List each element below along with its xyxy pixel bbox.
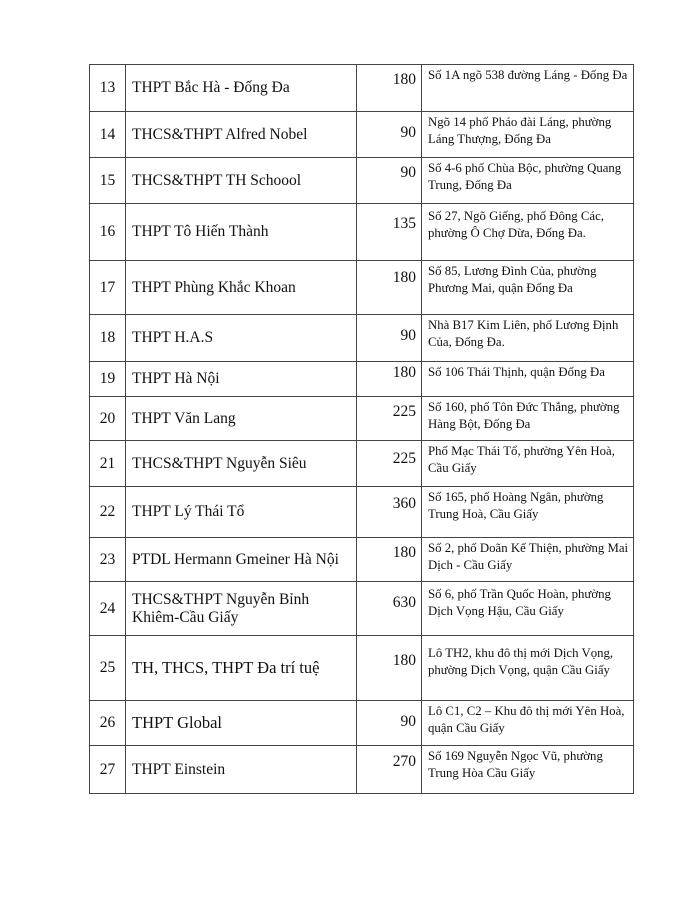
table-row (90, 112, 634, 158)
school-name: THPT Văn Lang (126, 397, 357, 441)
school-address: Số 27, Ngõ Giếng, phố Đông Các, phường Ô Chợ Dừa, Đống Đa. (422, 204, 634, 261)
quota-value: 225 (357, 441, 422, 487)
school-address: Số 6, phố Trần Quốc Hoàn, phường Dịch Vọng Hậu, Cầu Giấy (422, 582, 634, 636)
school-name: THPT Einstein (126, 746, 357, 794)
school-name: THCS&THPT TH Schoool (126, 158, 357, 204)
table-row (90, 746, 634, 794)
table-row (90, 204, 634, 261)
school-name: THCS&THPT Nguyễn Siêu (126, 441, 357, 487)
row-number: 15 (90, 158, 126, 204)
quota-value: 135 (357, 204, 422, 261)
table-row (90, 261, 634, 315)
row-number: 18 (90, 315, 126, 362)
school-name: PTDL Hermann Gmeiner Hà Nội (126, 538, 357, 582)
quota-value: 630 (357, 582, 422, 636)
quota-value: 225 (357, 397, 422, 441)
school-address: Phố Mạc Thái Tổ, phường Yên Hoà, Cầu Giấy (422, 441, 634, 487)
table-row (90, 636, 634, 701)
row-number: 16 (90, 204, 126, 261)
quota-value: 180 (357, 65, 422, 112)
table-row (90, 441, 634, 487)
school-address: Nhà B17 Kim Liên, phố Lương Định Của, Đống Đa. (422, 315, 634, 362)
school-address: Lô C1, C2 – Khu đô thị mới Yên Hoà, quận Cầu Giấy (422, 701, 634, 746)
row-number: 17 (90, 261, 126, 315)
school-name: TH, THCS, THPT Đa trí tuệ (126, 636, 357, 701)
row-number: 23 (90, 538, 126, 582)
table-row (90, 582, 634, 636)
row-number: 13 (90, 65, 126, 112)
quota-value: 270 (357, 746, 422, 794)
school-address: Số 106 Thái Thịnh, quận Đống Đa (422, 362, 634, 397)
school-address: Số 160, phố Tôn Đức Thắng, phường Hàng Bột, Đống Đa (422, 397, 634, 441)
school-address: Số 169 Nguyễn Ngọc Vũ, phường Trung Hòa Cầu Giấy (422, 746, 634, 794)
quota-value: 180 (357, 538, 422, 582)
school-address: Số 4-6 phố Chùa Bộc, phường Quang Trung, Đống Đa (422, 158, 634, 204)
quota-value: 90 (357, 315, 422, 362)
school-name: THCS&THPT Nguyễn Bỉnh Khiêm-Cầu Giấy (126, 582, 357, 636)
quota-value: 360 (357, 487, 422, 538)
row-number: 19 (90, 362, 126, 397)
school-name: THPT Bắc Hà - Đống Đa (126, 65, 357, 112)
row-number: 27 (90, 746, 126, 794)
row-number: 21 (90, 441, 126, 487)
table-row (90, 538, 634, 582)
school-address: Lô TH2, khu đô thị mới Dịch Vọng, phường Dịch Vọng, quận Cầu Giấy (422, 636, 634, 701)
school-address: Số 1A ngõ 538 đường Láng - Đống Đa (422, 65, 634, 112)
school-name: THPT Hà Nội (126, 362, 357, 397)
row-number: 14 (90, 112, 126, 158)
table-row (90, 701, 634, 746)
table-row (90, 315, 634, 362)
table-row (90, 158, 634, 204)
quota-value: 180 (357, 636, 422, 701)
quota-value: 90 (357, 701, 422, 746)
school-name: THPT Lý Thái Tổ (126, 487, 357, 538)
table-row (90, 487, 634, 538)
row-number: 25 (90, 636, 126, 701)
school-name: THPT H.A.S (126, 315, 357, 362)
school-address: Ngõ 14 phố Pháo đài Láng, phường Láng Thượng, Đống Đa (422, 112, 634, 158)
school-name: THPT Global (126, 701, 357, 746)
school-name: THPT Phùng Khắc Khoan (126, 261, 357, 315)
quota-value: 90 (357, 112, 422, 158)
row-number: 22 (90, 487, 126, 538)
school-name: THPT Tô Hiến Thành (126, 204, 357, 261)
school-address: Số 85, Lương Đình Của, phường Phương Mai, quận Đống Đa (422, 261, 634, 315)
quota-value: 90 (357, 158, 422, 204)
table-row (90, 65, 634, 112)
school-address: Số 165, phố Hoàng Ngân, phường Trung Hoà, Cầu Giấy (422, 487, 634, 538)
quota-value: 180 (357, 362, 422, 397)
table-row (90, 362, 634, 397)
table-row (90, 397, 634, 441)
row-number: 26 (90, 701, 126, 746)
quota-value: 180 (357, 261, 422, 315)
row-number: 24 (90, 582, 126, 636)
schools-table (89, 64, 634, 794)
school-name: THCS&THPT Alfred Nobel (126, 112, 357, 158)
school-address: Số 2, phố Doãn Kế Thiện, phường Mai Dịch - Cầu Giấy (422, 538, 634, 582)
row-number: 20 (90, 397, 126, 441)
